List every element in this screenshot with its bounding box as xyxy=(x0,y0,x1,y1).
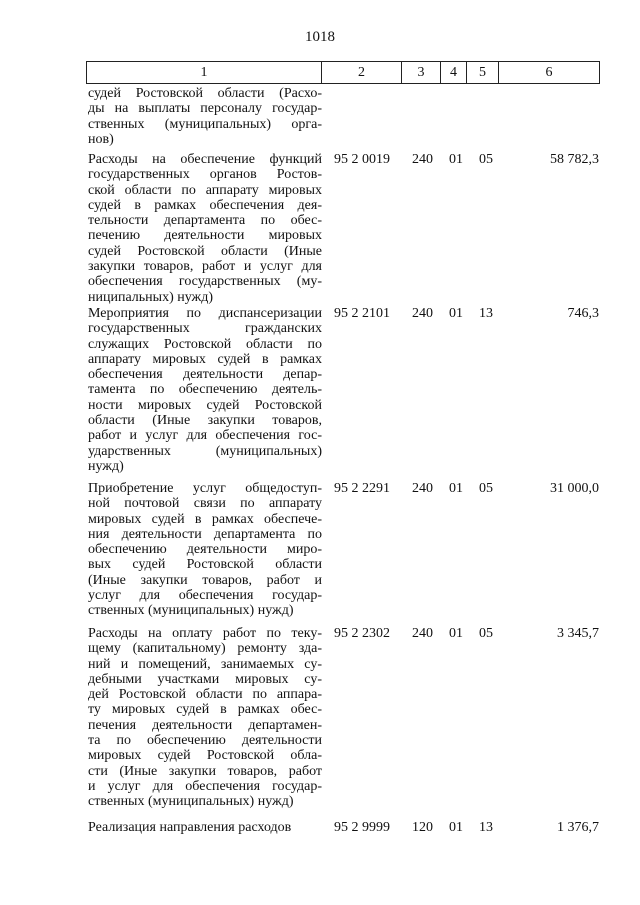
description-line: Мероприятия по диспансеризации xyxy=(88,306,322,321)
row-pr: 05 xyxy=(479,152,493,167)
description-line: мировых судей Ростовской обла- xyxy=(88,748,322,764)
row-pr xyxy=(469,86,503,147)
row-rz: 01 xyxy=(449,306,463,321)
description-line: и услуг для обеспечения государ- xyxy=(88,778,322,794)
description-line: мировых судей в рамках обеспече- xyxy=(88,511,322,527)
header-col-5: 5 xyxy=(466,62,498,83)
header-col-3: 3 xyxy=(401,62,440,83)
table-header xyxy=(86,61,600,84)
description-line: щему (капитальному) ремонту зда- xyxy=(88,641,322,657)
row-description xyxy=(88,152,322,305)
description-line: области (Иные закупки товаров, xyxy=(88,413,322,429)
description-line: аппарату мировых судей в рамках xyxy=(88,351,322,367)
description-line: (Иные закупки товаров, работ и xyxy=(88,572,322,588)
description-line: ственных (муниципальных) нужд) xyxy=(88,603,294,619)
table-row xyxy=(88,306,599,474)
row-code: 95 2 2291 xyxy=(334,481,390,496)
description-line: ной почтовой связи по аппарату xyxy=(88,496,322,512)
row-code xyxy=(322,86,402,147)
description-line: Расходы на обеспечение функций xyxy=(88,152,322,167)
row-vr: 120 xyxy=(412,820,433,835)
row-sum: 31 000,0 xyxy=(550,481,599,496)
description-line: ний и помещений, занимаемых су- xyxy=(88,656,322,672)
description-line: работ и услуг для обеспечения гос- xyxy=(88,428,322,444)
row-vr xyxy=(402,86,443,147)
description-line: Приобретение услуг общедоступ- xyxy=(88,481,322,496)
description-line: дебными участками мировых су- xyxy=(88,671,322,687)
description-line: закупки товаров, работ и услуг для xyxy=(88,259,322,275)
table-row xyxy=(88,86,599,147)
description-line: тельности департамента по обес- xyxy=(88,213,322,229)
description-line: государственных органов Ростов- xyxy=(88,167,322,183)
table-row xyxy=(88,481,599,619)
description-line: обеспечения деятельности депар- xyxy=(88,367,322,383)
row-code: 95 2 0019 xyxy=(334,152,390,167)
description-line: Расходы на оплату работ по теку- xyxy=(88,626,322,641)
description-line: ской области по аппарату мировых xyxy=(88,182,322,198)
header-col-4: 4 xyxy=(440,62,466,83)
row-sum: 746,3 xyxy=(567,306,599,321)
header-col-2: 2 xyxy=(321,62,401,83)
description-line: судей в рамках обеспечения дея- xyxy=(88,197,322,213)
description-line: государственных гражданских xyxy=(88,321,322,337)
row-vr: 240 xyxy=(412,626,433,641)
description-line: та по обеспечению деятельности xyxy=(88,733,322,749)
row-rz: 01 xyxy=(449,626,463,641)
row-code: 95 2 2302 xyxy=(334,626,390,641)
row-description xyxy=(88,820,322,835)
description-line: ния деятельности департамента по xyxy=(88,526,322,542)
row-pr: 13 xyxy=(479,820,493,835)
header-col-1: 1 xyxy=(200,65,208,80)
row-pr: 13 xyxy=(479,306,493,321)
row-rz: 01 xyxy=(449,481,463,496)
description-line: ды на выплаты персоналу государ- xyxy=(88,101,322,117)
description-line: судей Ростовской области (Расхо- xyxy=(88,86,322,101)
description-line: Реализация направления расходов xyxy=(88,820,292,835)
description-line: служащих Ростовской области по xyxy=(88,336,322,352)
table-row xyxy=(88,626,599,810)
row-pr: 05 xyxy=(479,481,493,496)
page-number: 1018 xyxy=(305,29,335,45)
description-line: ственных (муниципальных) нужд) xyxy=(88,794,294,810)
row-code: 95 2 2101 xyxy=(334,306,390,321)
row-sum: 58 782,3 xyxy=(550,152,599,167)
table-row xyxy=(88,820,599,835)
description-line: печения деятельности департамен- xyxy=(88,717,322,733)
description-line: судей Ростовской области (Иные xyxy=(88,243,322,259)
description-line: ственных (муниципальных) орга- xyxy=(88,116,322,132)
row-rz xyxy=(443,86,469,147)
description-line: печению деятельности мировых xyxy=(88,228,322,244)
header-col-6: 6 xyxy=(498,62,599,83)
row-sum: 3 345,7 xyxy=(557,626,599,641)
description-line: обеспечения государственных (му- xyxy=(88,274,322,290)
description-line: вых судей Ростовской области xyxy=(88,557,322,573)
row-rz: 01 xyxy=(449,152,463,167)
row-vr: 240 xyxy=(412,481,433,496)
row-description xyxy=(88,481,322,619)
description-line: ниципальных) нужд) xyxy=(88,289,213,305)
row-description xyxy=(88,626,322,810)
description-line: сти (Иные закупки товаров, работ xyxy=(88,763,322,779)
row-sum: 1 376,7 xyxy=(557,820,599,835)
description-line: ударственных (муниципальных) xyxy=(88,443,322,459)
description-line: дей Ростовской области по аппара- xyxy=(88,687,322,703)
row-description xyxy=(88,86,322,147)
row-sum xyxy=(503,86,599,147)
description-line: обеспечению деятельности миро- xyxy=(88,542,322,558)
row-code: 95 2 9999 xyxy=(334,820,390,835)
description-line: ту мировых судей в рамках обес- xyxy=(88,702,322,718)
table-row xyxy=(88,152,599,305)
row-vr: 240 xyxy=(412,306,433,321)
description-line: тамента по обеспечению деятель- xyxy=(88,382,322,398)
row-rz: 01 xyxy=(449,820,463,835)
description-line: ности мировых судей Ростовской xyxy=(88,397,322,413)
description-line: нужд) xyxy=(88,458,124,474)
row-description xyxy=(88,306,322,474)
row-pr: 05 xyxy=(479,626,493,641)
description-line: нов) xyxy=(88,131,114,147)
row-vr: 240 xyxy=(412,152,433,167)
description-line: услуг для обеспечения государ- xyxy=(88,588,322,604)
